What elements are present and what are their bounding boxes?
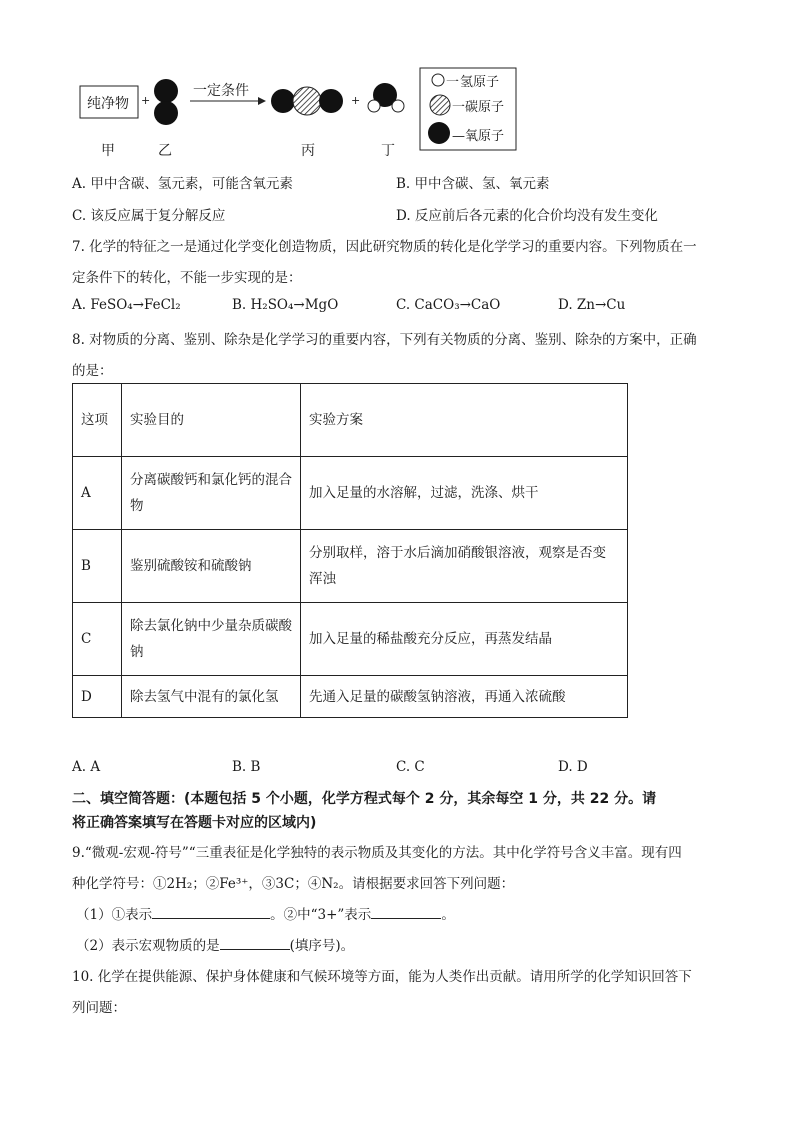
q9-sub2-text-b: (填序号)。 — [289, 938, 355, 954]
q10-stem-line2: 列问题： — [72, 1000, 126, 1016]
pure-substance-label: 纯净物 — [87, 96, 129, 112]
q9-sub1-text-b: 。②中“3+”表示 — [270, 907, 372, 923]
label-yi: 乙 — [158, 143, 172, 159]
legend-carbon-label: 一碳原子 — [452, 100, 505, 115]
q9-sub1 — [76, 903, 455, 923]
q9-answer-blank-2[interactable] — [371, 904, 441, 919]
table-cell: A — [73, 457, 122, 530]
legend-hydrogen-label: 氢原子 — [460, 75, 500, 90]
oxygen-atom — [319, 89, 343, 113]
table-cell: 分离碳酸钙和氯化钙的混合物 — [122, 457, 301, 530]
q6-option-d[interactable]: D. 反应前后各元素的化合价均没有发生变化 — [396, 208, 658, 224]
q8-option-d[interactable]: D. D — [558, 759, 588, 775]
hydrogen-atom — [392, 100, 404, 112]
plus-sign: + — [141, 94, 151, 107]
table-cell: 鉴别硫酸铵和硫酸钠 — [122, 530, 301, 603]
table-header-cell: 实验目的 — [122, 384, 301, 457]
table-row — [73, 457, 628, 530]
q7-option-d[interactable]: D. Zn→Cu — [558, 297, 626, 313]
table-cell: 除去氯化钠中少量杂质碳酸钠 — [122, 603, 301, 676]
legend-carbon-icon — [430, 95, 450, 115]
label-jia: 甲 — [101, 143, 115, 159]
table-row — [73, 530, 628, 603]
reaction-diagram — [0, 0, 794, 165]
q9-stem-line1: 9.“微观-宏观-符号”“三重表征是化学独特的表示物质及其变化的方法。其中化学符号含义丰富。现有四 — [72, 845, 682, 861]
reaction-diagram-svg — [0, 0, 794, 165]
table-cell: D — [73, 676, 122, 718]
table-cell: 分别取样，溶于水后滴加硝酸银溶液，观察是否变浑浊 — [301, 530, 628, 603]
q7-stem-line1: 7. 化学的特征之一是通过化学变化创造物质，因此研究物质的转化是化学学习的重要内容。下列物质在一 — [72, 239, 697, 255]
section2-heading-line2: 将正确答案填写在答题卡对应的区域内) — [72, 815, 317, 831]
table-header-cell: 这项 — [73, 384, 122, 457]
legend-oxygen-label: —氧原子 — [452, 129, 505, 144]
q7-option-c[interactable]: C. CaCO₃→CaO — [396, 297, 501, 313]
q6-option-c[interactable]: C. 该反应属于复分解反应 — [72, 208, 226, 224]
q8-option-b[interactable]: B. B — [232, 759, 261, 775]
q8-option-c[interactable]: C. C — [396, 759, 425, 775]
table-header-row — [73, 384, 628, 457]
q7-option-b[interactable]: B. H₂SO₄→MgO — [232, 297, 339, 313]
table-cell: 加入足量的稀盐酸充分反应，再蒸发结晶 — [301, 603, 628, 676]
table-cell: 先通入足量的碳酸氢钠溶液，再通入浓硫酸 — [301, 676, 628, 718]
oxygen-atom — [154, 79, 178, 103]
reaction-condition: 一定条件 — [193, 83, 249, 99]
oxygen-atom — [154, 101, 178, 125]
q6-option-b[interactable]: B. 甲中含碳、氢、氧元素 — [396, 176, 550, 192]
legend-hydrogen-dash: 一 — [446, 75, 460, 90]
carbon-atom — [293, 87, 321, 115]
q9-stem-line2: 种化学符号：①2H₂；②Fe³⁺，③3C；④N₂。请根据要求回答下列问题： — [72, 876, 515, 892]
reaction-arrow-head — [258, 97, 266, 105]
hydrogen-atom — [368, 100, 380, 112]
table-cell: 除去氢气中混有的氯化氢 — [122, 676, 301, 718]
q7-option-a[interactable]: A. FeSO₄→FeCl₂ — [72, 297, 181, 313]
q8-option-a[interactable]: A. A — [72, 759, 101, 775]
label-bing: 丙 — [301, 143, 315, 159]
q9-answer-blank-1[interactable] — [152, 904, 270, 919]
q6-option-a[interactable]: A. 甲中含碳、氢元素，可能含氧元素 — [72, 176, 293, 192]
table-header-cell: 实验方案 — [301, 384, 628, 457]
plus-sign: + — [351, 94, 361, 107]
table-cell: B — [73, 530, 122, 603]
q9-answer-blank-3[interactable] — [220, 935, 290, 950]
q9-sub2-text-a: （2）表示宏观物质的是 — [76, 938, 220, 954]
q9-sub2 — [76, 934, 354, 954]
experiment-table — [72, 383, 628, 718]
q9-sub1-text-c: 。 — [441, 907, 455, 923]
table-row — [73, 676, 628, 718]
section2-heading-line1: 二、填空简答题：(本题包括 5 个小题，化学方程式每个 2 分，其余每空 1 分，共 22 分。请 — [72, 791, 657, 807]
q10-stem-line1: 10. 化学在提供能源、保护身体健康和气候环境等方面，能为人类作出贡献。请用所学的化学知识回答下 — [72, 969, 692, 985]
table-cell: 加入足量的水溶解，过滤，洗涤、烘干 — [301, 457, 628, 530]
table-cell: C — [73, 603, 122, 676]
label-ding: 丁 — [381, 143, 395, 159]
q8-stem-line1: 8. 对物质的分离、鉴别、除杂是化学学习的重要内容，下列有关物质的分离、鉴别、除杂的方案中，正确 — [72, 332, 697, 348]
q9-sub1-text-a: （1）①表示 — [76, 907, 153, 923]
table-row — [73, 603, 628, 676]
oxygen-atom — [271, 89, 295, 113]
q7-stem-line2: 定条件下的转化，不能一步实现的是： — [72, 270, 302, 286]
legend-oxygen-icon — [428, 122, 450, 144]
q8-stem-line2: 的是： — [72, 363, 113, 379]
